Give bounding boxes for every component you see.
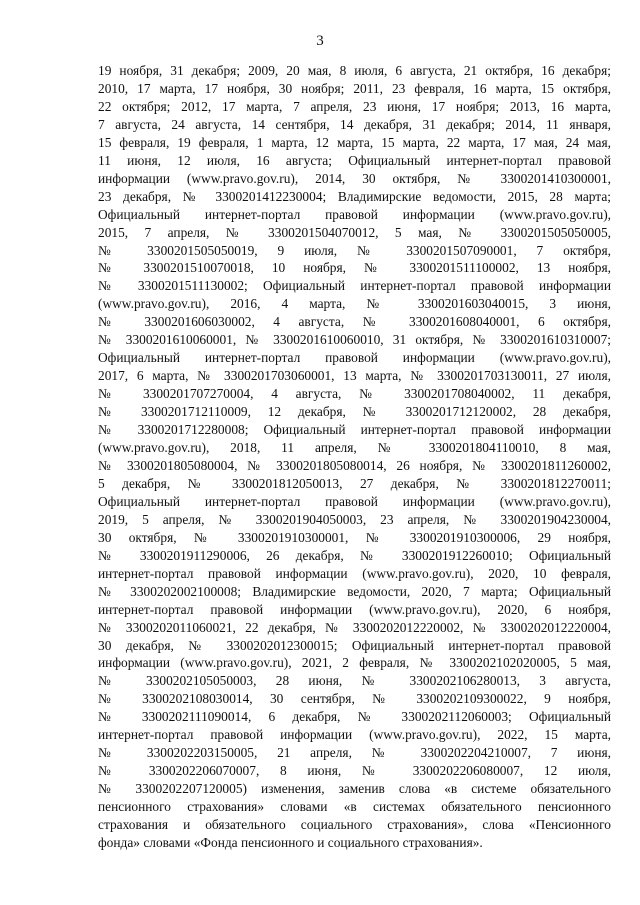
text-line: 5 декабря, № 3300201812050013, 27 декабря, № 3300201812270011;	[98, 475, 611, 491]
text-line: страхования и обязательного социального страхования», слова «Пенсионного	[98, 817, 611, 833]
text-line: № 3300201712110009, 12 декабря, № 3300201712120002, 28 декабря,	[98, 404, 611, 420]
text-line: № 3300201805080004, № 3300201805080014, 26 ноября, № 3300201811260002,	[98, 457, 611, 473]
text-line: (www.pravo.gov.ru), 2016, 4 марта, № 3300201603040015, 3 июня,	[98, 296, 611, 312]
text-line: 2010, 17 марта, 17 ноября, 30 ноября; 2011, 23 февраля, 16 марта, 15 октября,	[98, 80, 611, 96]
text-line: № 3300201610060001, № 3300201610060010, 31 октября, № 3300201610310007;	[98, 332, 611, 348]
text-line: Официальный интернет-портал правовой информации (www.pravo.gov.ru),	[98, 493, 611, 509]
text-line: 2017, 6 марта, № 3300201703060001, 13 марта, № 3300201703130011, 27 июля,	[98, 368, 611, 384]
text-line: № 3300201505050019, 9 июля, № 3300201507090001, 7 октября,	[98, 242, 611, 258]
text-line: № 3300201510070018, 10 ноября, № 3300201511100002, 13 ноября,	[98, 260, 611, 276]
text-line: интернет-портал правовой информации (www.pravo.gov.ru), 2020, 10 февраля,	[98, 565, 611, 581]
text-line: интернет-портал правовой информации (www.pravo.gov.ru), 2022, 15 марта,	[98, 727, 611, 743]
text-line: 7 августа, 24 августа, 14 сентября, 14 декабря, 31 декабря; 2014, 11 января,	[98, 116, 611, 132]
text-line: пенсионного страхования» словами «в системах обязательного пенсионного	[98, 799, 611, 815]
text-line: № 3300202105050003, 28 июня, № 3300202106280013, 3 августа,	[98, 673, 611, 689]
body-paragraph	[98, 62, 611, 852]
page-number: 3	[316, 33, 324, 49]
text-line: 11 июня, 12 июля, 16 августа; Официальный интернет-портал правовой	[98, 152, 611, 168]
text-line: информации (www.pravo.gov.ru), 2014, 30 октября, № 3300201410300001,	[98, 170, 611, 186]
text-line: 2019, 5 апреля, № 3300201904050003, 23 апреля, № 3300201904230004,	[98, 511, 611, 527]
text-line: № 3300201511130002; Официальный интернет-портал правовой информации	[98, 278, 611, 294]
text-line: Официальный интернет-портал правовой информации (www.pravo.gov.ru),	[98, 206, 611, 222]
text-line: № 3300202108030014, 30 сентября, № 3300202109300022, 9 ноября,	[98, 691, 611, 707]
text-line: № 3300201911290006, 26 декабря, № 3300201912260010; Официальный	[98, 547, 611, 563]
text-line: информации (www.pravo.gov.ru), 2021, 2 февраля, № 3300202102020005, 5 мая,	[98, 655, 611, 671]
text-line: № 3300201707270004, 4 августа, № 3300201708040002, 11 декабря,	[98, 386, 611, 402]
text-line: № 3300202206070007, 8 июня, № 3300202206080007, 12 июля,	[98, 763, 611, 779]
text-line: 15 февраля, 19 февраля, 1 марта, 12 марта, 15 марта, 22 марта, 17 мая, 24 мая,	[98, 134, 611, 150]
text-line: № 3300202207120005) изменения, заменив слова «в системе обязательного	[98, 781, 611, 797]
text-line: фонда» словами «Фонда пенсионного и социального страхования».	[98, 834, 483, 850]
text-line: 2015, 7 апреля, № 3300201504070012, 5 мая, № 3300201505050005,	[98, 224, 611, 240]
text-line: № 3300202011060021, 22 декабря, № 3300202012220002, № 3300202012220004,	[98, 619, 611, 635]
text-line: Официальный интернет-портал правовой информации (www.pravo.gov.ru),	[98, 350, 611, 366]
text-line: (www.pravo.gov.ru), 2018, 11 апреля, № 3300201804110010, 8 мая,	[98, 440, 611, 456]
text-line: 30 декабря, № 3300202012300015; Официальный интернет-портал правовой	[98, 637, 611, 653]
text-line: 22 октября; 2012, 17 марта, 7 апреля, 23 июня, 17 ноября; 2013, 16 марта,	[98, 98, 611, 114]
text-line: интернет-портал правовой информации (www.pravo.gov.ru), 2020, 6 ноября,	[98, 601, 611, 617]
text-line: 30 октября, № 3300201910300001, № 3300201910300006, 29 ноября,	[98, 529, 611, 545]
text-line: № 3300201712280008; Официальный интернет-портал правовой информации	[98, 422, 611, 438]
text-line: № 3300202111090014, 6 декабря, № 3300202112060003; Официальный	[98, 709, 611, 725]
text-line: № 3300202002100008; Владимирские ведомости, 2020, 7 марта; Официальный	[98, 583, 611, 599]
text-line: 23 декабря, № 3300201412230004; Владимирские ведомости, 2015, 28 марта;	[98, 188, 611, 204]
text-line: № 3300201606030002, 4 августа, № 3300201608040001, 6 октября,	[98, 314, 611, 330]
text-line: 19 ноября, 31 декабря; 2009, 20 мая, 8 июля, 6 августа, 21 октября, 16 декабря;	[98, 63, 611, 78]
text-line: № 3300202203150005, 21 апреля, № 3300202204210007, 7 июня,	[98, 745, 611, 761]
